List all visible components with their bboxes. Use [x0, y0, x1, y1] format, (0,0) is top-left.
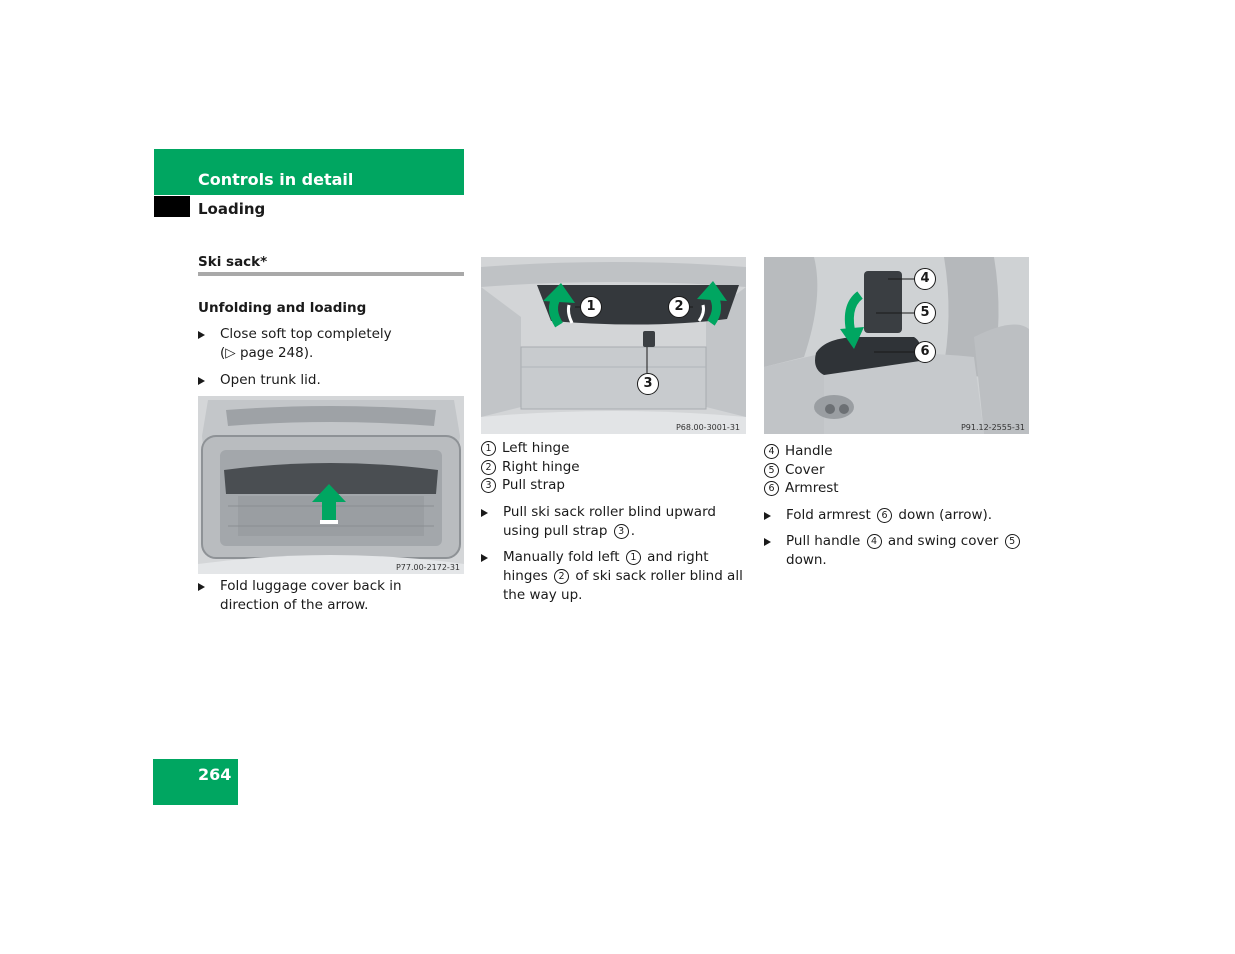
- step-text: Fold luggage cover back in direction of the arrow.: [220, 578, 402, 613]
- step-text: Open trunk lid.: [220, 372, 321, 388]
- bullet-triangle-icon: [764, 538, 771, 546]
- bullet-triangle-icon: [198, 331, 205, 339]
- callout-number: 2: [554, 569, 569, 584]
- legend-item: [481, 476, 746, 495]
- callout-4: 4: [914, 268, 936, 290]
- callout-number: 3: [614, 524, 629, 539]
- step-open-trunk: [198, 371, 464, 390]
- callout-number: 6: [877, 508, 892, 523]
- step-text: down.: [786, 552, 827, 568]
- callout-number: 5: [764, 463, 779, 478]
- figure-trunk-luggage-cover: [198, 396, 464, 574]
- callout-number: 6: [764, 481, 779, 496]
- legend-item: [764, 479, 1029, 498]
- bullet-triangle-icon: [198, 377, 205, 385]
- legend-ski-sack: [481, 439, 746, 495]
- callout-5: 5: [914, 302, 936, 324]
- section-title: Controls in detail: [198, 170, 354, 189]
- step-fold-luggage-cover: [198, 577, 464, 615]
- step-fold-hinges: [481, 548, 746, 605]
- header-tab-marker: [154, 196, 190, 217]
- step-text: Close soft top completely: [220, 326, 392, 342]
- legend-label: Right hinge: [502, 458, 580, 475]
- figure-code: P77.00-2172-31: [395, 563, 460, 572]
- bullet-triangle-icon: [764, 512, 771, 520]
- legend-label: Left hinge: [502, 440, 570, 456]
- legend-item: [481, 439, 746, 458]
- page-reference-link[interactable]: (▷ page 248).: [220, 345, 314, 361]
- step-text: Pull ski sack roller blind upward using pull strap: [503, 504, 716, 539]
- callout-3: 3: [637, 373, 659, 395]
- legend-label: Armrest: [785, 480, 839, 496]
- step-text: Manually fold left: [503, 549, 620, 565]
- step-text: and right hinges: [503, 549, 709, 584]
- topic-rule: [198, 272, 464, 276]
- step-text: and swing cover: [887, 533, 999, 549]
- step-text: down (arrow).: [898, 507, 993, 523]
- figure-armrest: [764, 257, 1029, 434]
- legend-armrest: [764, 442, 1029, 498]
- callout-number: 4: [764, 444, 779, 459]
- callout-number: 1: [481, 441, 496, 456]
- page-number: 264: [198, 765, 232, 784]
- step-fold-armrest: [764, 506, 1029, 525]
- bullet-triangle-icon: [481, 554, 488, 562]
- callout-number: 3: [481, 478, 496, 493]
- step-text: Fold armrest: [786, 507, 871, 523]
- step-pull-handle: [764, 532, 1029, 570]
- legend-label: Pull strap: [502, 477, 565, 493]
- legend-label: Cover: [785, 461, 825, 478]
- step-pull-roller-blind: [481, 503, 746, 541]
- figure-ski-sack-hinges: [481, 257, 746, 434]
- callout-6: 6: [914, 341, 936, 363]
- procedure-heading: Unfolding and loading: [198, 300, 367, 316]
- legend-item: [481, 458, 746, 477]
- bullet-triangle-icon: [481, 509, 488, 517]
- step-text: .: [630, 523, 635, 539]
- callout-number: 5: [1005, 534, 1020, 549]
- step-text: of ski sack roller blind all the way up.: [503, 568, 743, 603]
- legend-label: Handle: [785, 443, 833, 459]
- figure-code: P91.12-2555-31: [960, 423, 1025, 432]
- figure-code: P68.00-3001-31: [675, 423, 740, 432]
- legend-item: [764, 461, 1029, 480]
- step-text: Pull handle: [786, 533, 861, 549]
- subsection-title: Loading: [198, 200, 266, 218]
- callout-1: 1: [580, 296, 602, 318]
- callout-number: 1: [626, 550, 641, 565]
- callout-number: 2: [481, 460, 496, 475]
- topic-title: Ski sack*: [198, 254, 268, 270]
- legend-item: [764, 442, 1029, 461]
- bullet-triangle-icon: [198, 583, 205, 591]
- step-close-soft-top: [198, 325, 464, 363]
- callout-2: 2: [668, 296, 690, 318]
- callout-number: 4: [867, 534, 882, 549]
